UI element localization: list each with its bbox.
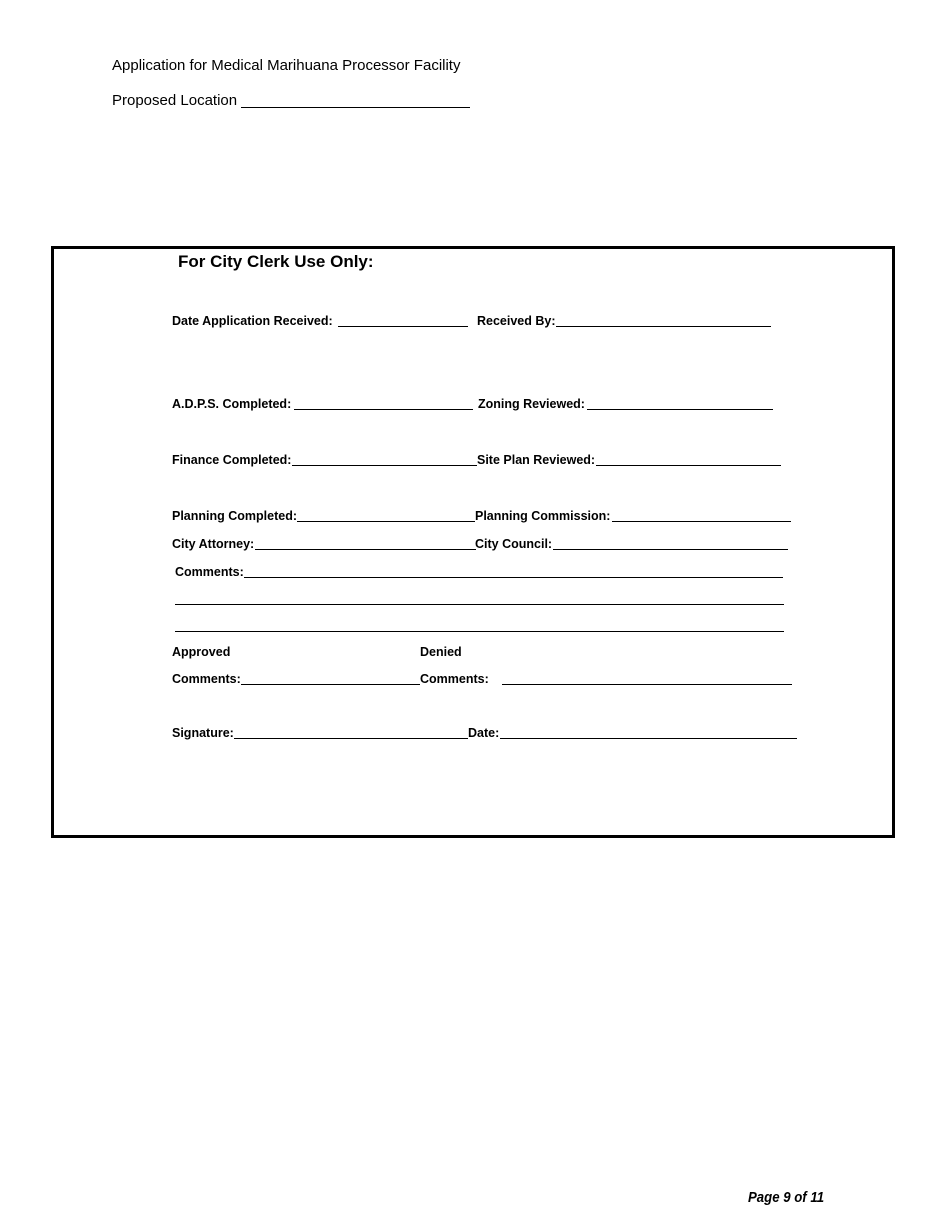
document-title: Application for Medical Marihuana Processor Facility: [112, 57, 461, 74]
site-plan-reviewed-field[interactable]: [596, 465, 781, 466]
approved-comments-label: Comments:: [172, 672, 241, 686]
planning-completed-field[interactable]: [297, 521, 475, 522]
approved-label: Approved: [172, 645, 231, 659]
received-by-label: Received By:: [477, 314, 556, 328]
comments-field-line-3[interactable]: [175, 631, 784, 632]
signature-field[interactable]: [234, 738, 468, 739]
site-plan-reviewed-label: Site Plan Reviewed:: [477, 453, 596, 467]
proposed-location-field[interactable]: [241, 107, 470, 108]
finance-completed-field[interactable]: [292, 465, 477, 466]
adps-completed-field[interactable]: [294, 409, 473, 410]
proposed-location-label: Proposed Location: [112, 92, 238, 109]
finance-completed-label: Finance Completed:: [172, 453, 292, 467]
comments-field-line-2[interactable]: [175, 604, 784, 605]
comments-label: Comments:: [175, 565, 244, 579]
denied-comments-field[interactable]: [502, 684, 792, 685]
page-number: Page 9 of 11: [748, 1189, 825, 1206]
planning-commission-label: Planning Commission:: [475, 509, 611, 523]
signature-label: Signature:: [172, 726, 234, 740]
comments-field-line-1[interactable]: [244, 577, 783, 578]
zoning-reviewed-label: Zoning Reviewed:: [478, 397, 585, 411]
section-title: For City Clerk Use Only:: [178, 252, 374, 271]
city-clerk-section: [51, 246, 895, 838]
city-attorney-label: City Attorney:: [172, 537, 255, 551]
denied-comments-label: Comments:: [420, 672, 489, 686]
planning-completed-label: Planning Completed:: [172, 509, 297, 523]
approved-comments-field[interactable]: [241, 684, 420, 685]
planning-commission-field[interactable]: [612, 521, 791, 522]
city-attorney-field[interactable]: [255, 549, 476, 550]
adps-completed-label: A.D.P.S. Completed:: [172, 397, 292, 411]
received-by-field[interactable]: [556, 326, 771, 327]
date-received-label: Date Application Received:: [172, 314, 333, 328]
date-field[interactable]: [500, 738, 797, 739]
date-label: Date:: [468, 726, 500, 740]
denied-label: Denied: [420, 645, 462, 659]
date-received-field[interactable]: [338, 326, 468, 327]
city-council-field[interactable]: [553, 549, 788, 550]
zoning-reviewed-field[interactable]: [587, 409, 773, 410]
city-council-label: City Council:: [475, 537, 553, 551]
